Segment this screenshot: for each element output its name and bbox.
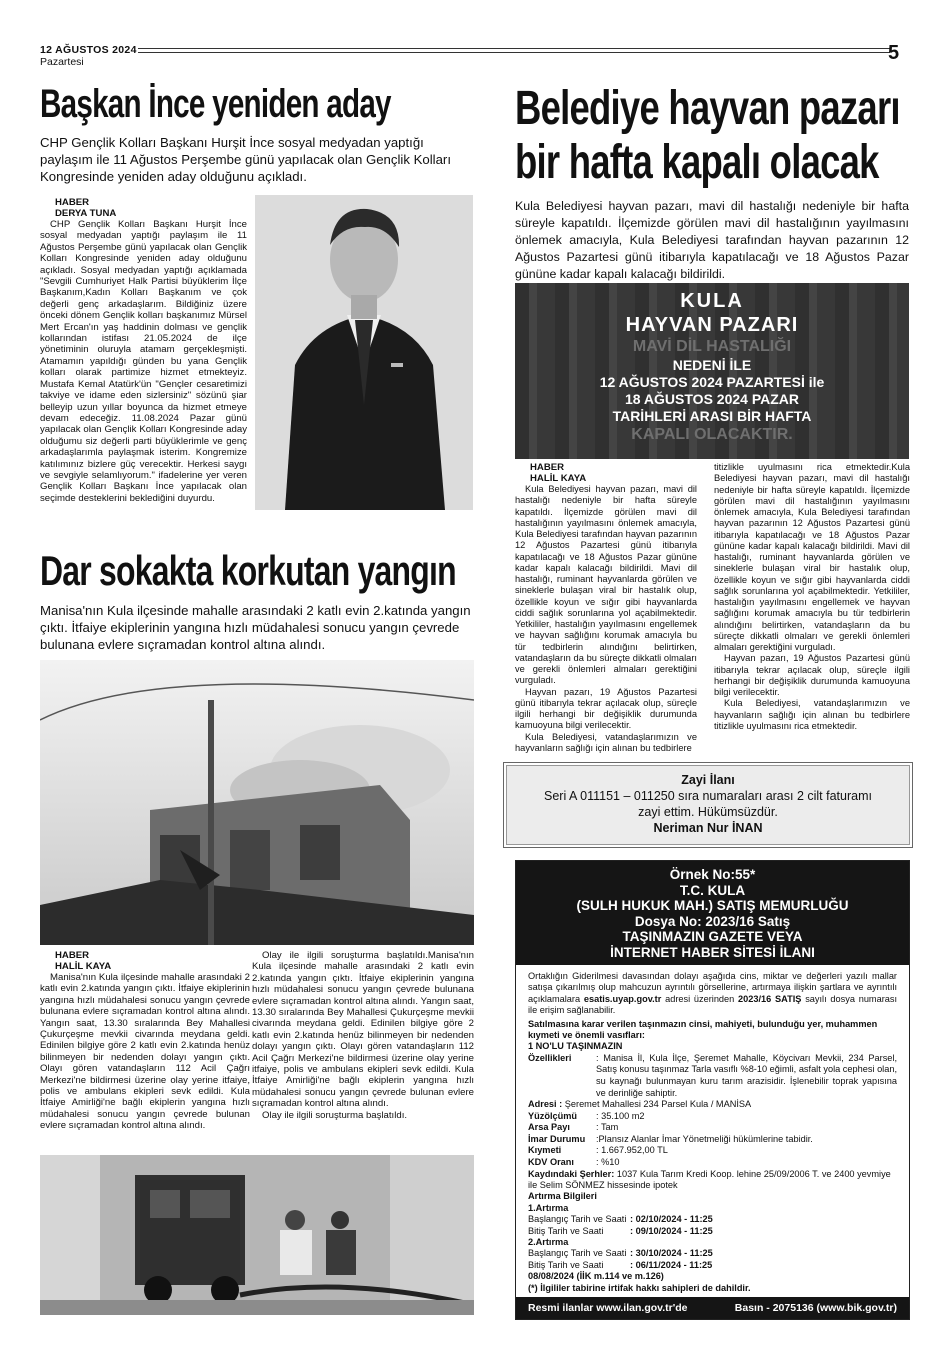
article2-col1-p1: Kula Belediyesi hayvan pazarı, mavi dil hastalığı nedeniyle bir hafta süreyle kapatıldı. İlçemizde görülen mavi dil hastalığının yayılmasını önlemek amacıyla, Kula Belediyesi tarafından hayvan pazarının 12 Ağustos Pazartesi günü itibarıyla kapatılacağı ve 18 Ağustos Pazar gününe kadar kapalı kalacağı bildirildi. Mavi dil hastalığı, ruminant hayvanlarda görülen ve sineklerle bulaşan viral bir hastalık olup, özellikle koyun ve sığır gibi hayvanlarda ciddi sağlık sorunlarına yol açabilmektedir. Yetkililer, hastalığın yayılmasını engellemek ve hayvan sağlığını korumak amacıyla bu tür tedbirlerin alındığını belirtirken, vatandaşların da bu süreçte dikkatli olmaları ve gerekli önlemleri almaları gerektiğini vurguladı. [515, 484, 697, 686]
notice-second-end [528, 1260, 897, 1271]
article3-col1 [40, 972, 250, 1132]
page-header [40, 44, 906, 68]
banner-line4: NEDENİ İLE [672, 357, 752, 373]
notice-intro-a: Ortaklığın Giderilmesi davasından dolayı aşağıda cins, miktar ve değerleri yazılı mallar satışa çıkarılmış olup mahcuzun ayrıntılı görsellerine, artırmaya ilişkin şartlara ve ayrıntılı açıklamalara [528, 971, 897, 1004]
header-date: 12 AĞUSTOS 2024 [40, 44, 137, 56]
zayi-title: Zayi İlanı [681, 773, 735, 787]
second-end-value: : 06/11/2024 - 11:25 [630, 1259, 713, 1270]
hayvan-pazari-banner [515, 283, 909, 459]
article2-col2-p1: titizlikle uyulmasını rica etmektedir.Kula Belediyesi hayvan pazarı, mavi dil hastalığı nedeniyle bir hafta süreyle kapatıldı. İlçemizde görülen mavi dil hastalığının yayılmasını önlemek amacıyla, Kula Belediyesi tarafından hayvan pazarının 12 Ağustos Pazartesi günü itibarıyla kapatılacağı ve 18 Ağustos Pazar gününe kadar kapalı kalacağı bildirildi. Mavi dil hastalığı, ruminant hayvanlarda görülen ve sineklerle bulaşan viral bir hastalık olup, özellikle koyun ve sığır gibi hayvanlarda ciddi sağlık sorunlarına yol açabilmektedir. Yetkililer, hastalığın yayılmasını engellemek ve hayvan sağlığını korumak amacıyla bu tür tedbirlerin alındığını belirtirken, vatandaşların da bu süreçte dikkatli olmaları ve gerekli önlemleri almaları gerektiğini vurguladı. [714, 462, 910, 652]
zayi-ilani [503, 762, 913, 848]
row-value: : 1.667.952,00 TL [596, 1145, 668, 1156]
zayi-line2: zayi ettim. Hükümsüzdür. [638, 805, 778, 819]
article3-col2 [252, 950, 474, 1121]
article-yangin [40, 548, 475, 653]
notice-rows [528, 1111, 897, 1169]
article2-col1-p3: Kula Belediyesi, vatandaşlarımızın ve hayvanların sağlığı için alınan bu tedbirlere [515, 731, 697, 753]
row-value: :Plansız Alanlar İmar Yönetmeliği hükümlerine tabidir. [596, 1133, 813, 1144]
notice-h2: T.C. KULA [679, 882, 746, 898]
first-start-value: : 02/10/2024 - 11:25 [630, 1214, 713, 1225]
row-label: Yüzölçümü [528, 1110, 578, 1121]
row-value: : 35.100 m2 [596, 1110, 645, 1121]
zayi-name: Neriman Nur İNAN [653, 821, 763, 835]
row-value: : Tam [596, 1122, 619, 1133]
row-label: İmar Durumu [528, 1133, 586, 1144]
row-label: Arsa Payı [528, 1122, 570, 1133]
second-end-label: Bitiş Tarih ve Saati [528, 1259, 604, 1270]
article2-col2-p3: Kula Belediyesi, vatandaşlarımızın ve hayvanların sağlığı için alınan bu tedbirlere titizlikle uyulmasını rica etmektedir. [714, 698, 910, 731]
row-label: Kıymeti [528, 1145, 562, 1156]
article2-col2-p2: Hayvan pazarı, 19 Ağustos Pazartesi günü itibarıyla tekrar açılacak olup, süreçle ilgili herhangi bir değişiklik durumunda kamuoyuna bilgi verilecektir. [714, 653, 910, 697]
notice-first-end [528, 1226, 897, 1237]
banner-line1: KULA [680, 290, 744, 312]
notice-second-start [528, 1248, 897, 1259]
notice-encumbrance-value: 1037 Kula Tarım Kredi Koop. lehine 25/09/2006 T. ve 2400 yevmiye ile Selim SÖNMEZ hissesinde ipotek [528, 1168, 891, 1190]
article3-byline [55, 950, 205, 972]
notice-address-value: Şeremet Mahallesi 234 Parsel Kula / MANİSA [562, 1099, 752, 1110]
notice-footer-right: Basın - 2075136 (www.bik.gov.tr) [734, 1302, 897, 1314]
notice-encumbrance-label: Kaydındaki Şerhler: [528, 1168, 615, 1179]
article2-col1-p2: Hayvan pazarı, 19 Ağustos Pazartesi günü itibarıyla tekrar açılacak olup, süreçle ilgili herhangi bir değişiklik durumunda kamuoyuna bilgi verilecektir. [515, 686, 697, 731]
article3-lead: Manisa'nın Kula ilçesinde mahalle arasındaki 2 katlı evin 2.katında yangın çıktı. İtfaiye ekiplerinin yangına hızlı müdahalesi sonucu yangın çevrede bulunana evlere sıçramadan kontrol altına alındı. [40, 603, 471, 652]
byline-name: HALİL KAYA [55, 961, 112, 972]
article-baskan-ince [40, 82, 472, 185]
header-rule [138, 46, 890, 58]
notice-features [528, 1053, 897, 1099]
legal-notice [515, 860, 910, 1320]
notice-body [516, 965, 909, 1294]
notice-footnote: (*) İlgililer tabirine irtifak hakkı sahipleri de dahildir. [528, 1282, 751, 1293]
notice-address-label: Adresi : [528, 1099, 563, 1110]
article1-title: Başkan İnce yeniden aday [40, 82, 391, 126]
notice-item-heading: 1 NO'LU TAŞINMAZIN [528, 1041, 623, 1052]
notice-intro-file: 2023/16 SATIŞ [738, 993, 802, 1004]
byline-label: HABER [55, 950, 90, 961]
page-number: 5 [888, 42, 900, 64]
second-start-label: Başlangıç Tarih ve Saati [528, 1248, 627, 1259]
zayi-line1: Seri A 011151 – 011250 sıra numaraları arası 2 cilt faturamı [544, 789, 872, 803]
notice-row [528, 1145, 897, 1157]
byline-label: HABER [55, 197, 90, 208]
article2-lead: Kula Belediyesi hayvan pazarı, mavi dil hastalığı nedeniyle bir hafta süreyle kapatıldı. İlçemizde görülen mavi dil hastalığının yayılmasını önlemek amacıyla, Kula Belediyesi tarafından hayvan pazarının 12 Ağustos Pazartesi günü itibarıyla kapatılacağı ve 18 Ağustos Pazar gününe kadar kapalı kalacağı bildirildi. [515, 199, 909, 281]
notice-intro-c: sayılı dosya numarası ile erişim sağlanabilir. [528, 993, 898, 1016]
article1-body [40, 219, 247, 504]
notice-features-label: Özellikleri [528, 1052, 572, 1063]
notice-intro [528, 971, 897, 1017]
notice-h3: (SULH HUKUK MAH.) SATIŞ MEMURLUĞU [576, 898, 849, 913]
article2-title-line2: bir hafta kapalı olacak [515, 136, 879, 189]
article1-byline [55, 197, 255, 219]
banner-line8: KAPALI OLACAKTIR. [631, 426, 793, 443]
row-label: KDV Oranı [528, 1157, 574, 1167]
article3-col1-p1: Manisa'nın Kula ilçesinde mahalle arasındaki 2 katlı evin 2.katında yangın çıktı. İtfaiye ekiplerinin yangına hızlı müdahalesi sonucu yangın çevrede bulunana evlere sıçramadan kontrol altına alındı. Yangın saat, 13.30 sıralarında Bey Mahallesi Çukurçeşme mevkii civarında meydana geldi. Edinilen bilgiye göre 2 katlı evin 2.katında henüz bilinmeyen bir nedenden dolayı yangın çıktı. Olayı gören vatandaşların 112 Acil Çağrı Merkezi'ne bildirmesi üzerine olay yerine itfaiye, polis ve ambulans ekipleri sevk edildi. Kula İtfaiye Amirliği'ne bağlı ekiplerin yangına hızlı müdahalesi sonucu yangın çevrede bulunan evlere sıçramadan kontrol altına alındı. [40, 972, 250, 1132]
notice-footer [516, 1297, 909, 1319]
first-end-value: : 09/10/2024 - 11:25 [630, 1225, 713, 1236]
first-end-label: Bitiş Tarih ve Saati [528, 1225, 604, 1236]
article2-col1 [515, 484, 697, 754]
banner-line2: HAYVAN PAZARI [625, 314, 799, 336]
banner-line6: 18 AĞUSTOS 2024 PAZAR [624, 391, 800, 407]
notice-row [528, 1122, 897, 1134]
notice-first-heading: 1.Artırma [528, 1202, 569, 1213]
article1-paragraph: CHP Gençlik Kolları Başkanı Hurşit İnce sosyal medyadan yaptığı paylaşım ile 11 Ağustos Perşembe günü yapılacak olan Gençlik Kolları Kongresinde yeniden aday olduğunu açıkladı. Sosyal medyadan yaptığı açıklamada "Sevgili Cumhuriyet Halk Partisi büyüklerim İlçe Başkanım,Kadın Kolları Başkanım ve çok değerli genç arkadaşlarım. Bildiğiniz üzere önceki dönem Gençlik kolları başkanımız Mürsel Mert Ercan'ın yaş haddinin dolması ve gençlik kollarından istifası 21.05.2024 de ilçe yönetiminin oluruyla atamam gerçekleşmişti. Atamamın yapıldığı günden bu yana Gençlik kolları olarak partimize hizmet etmekteyiz. Mustafa Kemal Atatürk'ün "Gençler cesaretimizi takviye ve idame eden sizlersiniz" sözünü şiar belleyip uzun yıllar boyunca da hizmet etmeye devam edeceğiz. 11.08.2024 Pazar günü yapılacak olan Gençlik Kolları Kongresinde aday olduğumu siz değerli parti büyüklerimle ve genç arkadaşlarımla paylaşmak isterim. Kongremize katılımınız bizlere güç verecektir. Herkesi saygı ve sevgiyle selamlıyorum." ifadelerine yer veren Gençlik Kolları Başkanı İnce yapılacak olan seçimde desteklerini beklediğini duyurdu. [40, 219, 247, 504]
article2-title-line1: Belediye hayvan pazarı [515, 82, 900, 135]
notice-auction-heading: Artırma Bilgileri [528, 1191, 597, 1202]
notice-intro-site: esatis.uyap.gov.tr [583, 993, 662, 1004]
notice-section-heading: Satılmasına karar verilen taşınmazın cinsi, mahiyeti, bulunduğu yer, muhammen kıymeti ve önemli vasıfları: [528, 1018, 878, 1041]
notice-header [516, 861, 909, 965]
article3-col2-p1: Olay ile ilgili soruşturma başlatıldı.Manisa'nın Kula ilçesinde mahalle arasındaki 2 katlı evin 2.katında yangın çıktı. İtfaiye ekiplerinin yangına hızlı müdahalesi sonucu yangın çevrede bulunana evlere sıçramadan kontrol altına alındı. Yangın saat, 13.30 sıralarında Bey Mahallesi Çukurçeşme mevkii civarında meydana geldi. Edinilen bilgiye göre 2 katlı evin 2.katında henüz bilinmeyen bir nedenden dolayı yangın çıktı. Olayı gören vatandaşların 112 Acil Çağrı Merkezi'ne bildirmesi üzerine olay yerine itfaiye, polis ve ambulans ekipleri sevk edildi. Kula İtfaiye Amirliği'ne bağlı ekiplerin yangına hızlı müdahalesi sonucu yangın çevrede bulunan evlere sıçramadan kontrol altına alındı. [252, 950, 474, 1110]
article2-byline [530, 462, 680, 484]
notice-h5: TAŞINMAZIN GAZETE VEYA [622, 929, 803, 944]
notice-address [528, 1099, 897, 1110]
row-value: : %10 [596, 1157, 620, 1167]
banner-line3: MAVİ DİL HASTALIĞI [632, 338, 792, 355]
notice-h4: Dosya No: 2023/16 Satış [634, 913, 791, 929]
notice-encumbrance [528, 1169, 897, 1192]
banner-line5: 12 AĞUSTOS 2024 PAZARTESİ ile [599, 374, 825, 390]
byline-name: DERYA TUNA [55, 208, 117, 219]
byline-label: HABER [530, 462, 565, 473]
article2-col2 [714, 462, 910, 732]
article3-col2-p2: Olay ile ilgili soruşturma başlatıldı. [262, 1109, 408, 1121]
notice-h6: İNTERNET HABER SİTESİ İLANI [610, 944, 815, 960]
notice-first-start [528, 1214, 897, 1225]
notice-intro-b: adresi üzerinden [661, 993, 739, 1004]
portrait-illustration [255, 195, 473, 510]
header-day: Pazartesi [40, 56, 84, 68]
notice-law-ref: 08/08/2024 (İİK m.114 ve m.126) [528, 1271, 664, 1282]
article1-lead: CHP Gençlik Kolları Başkanı Hurşit İnce sosyal medyadan yaptığı paylaşım ile 11 Ağustos Perşembe günü yapılacak olan Gençlik Kolları Kongresinde yeniden aday olduğunu açıkladı. [40, 135, 451, 184]
first-start-label: Başlangıç Tarih ve Saati [528, 1214, 627, 1225]
notice-h1: Örnek No:55* [669, 867, 756, 882]
second-start-value: : 30/10/2024 - 11:25 [630, 1248, 713, 1259]
notice-features-value: : Manisa İl, Kula İlçe, Şeremet Mahalle, Köycivarı Mevkii, 234 Parsel, Satış konusu taşınmaz Tarla vasıflı %8-10 eğimli, asfalt yola cephesi olan, su kaynağı bulunmayan kuru tarım arazisidir. İşlenebilir toprak yapısına ve derinliğe sahiptir. [596, 1052, 897, 1098]
fire-house-photo [40, 660, 474, 945]
firefighters-illustration [40, 1155, 474, 1315]
article3-title: Dar sokakta korkutan yangın [40, 547, 456, 594]
fire-illustration [40, 660, 474, 945]
article-hayvan-pazari [515, 82, 915, 283]
portrait-photo [255, 195, 473, 510]
banner-line7: TARİHLERİ ARASI BİR HAFTA [612, 408, 812, 424]
notice-row [528, 1111, 897, 1123]
byline-name: HALİL KAYA [530, 473, 587, 484]
firefighters-photo [40, 1155, 474, 1315]
notice-row [528, 1134, 897, 1146]
notice-second-heading: 2.Artırma [528, 1237, 569, 1248]
notice-row [528, 1157, 897, 1169]
notice-footer-left: Resmi ilanlar www.ilan.gov.tr'de [528, 1302, 688, 1314]
